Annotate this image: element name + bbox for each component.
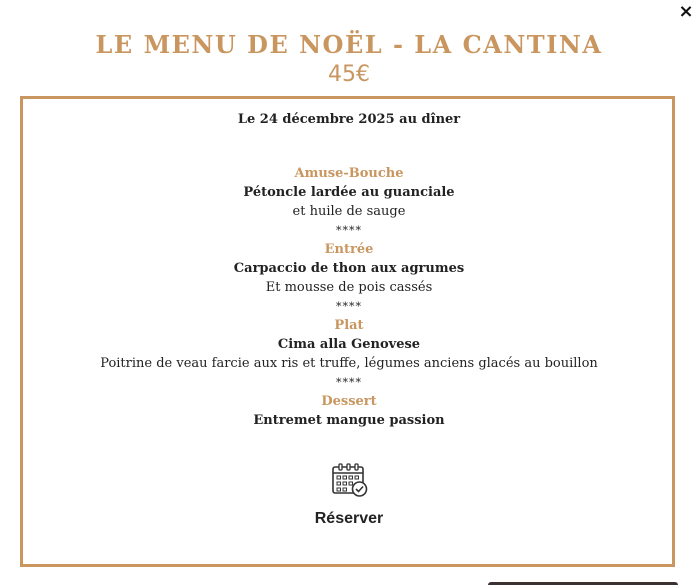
course-separator: ****	[336, 300, 362, 313]
course-separator: ****	[336, 224, 362, 237]
course-dessert	[0, 392, 698, 430]
course-title: Amuse-Bouche	[294, 166, 404, 181]
course-description: et huile de sauge	[292, 204, 406, 219]
menu-price: 45€	[328, 62, 370, 87]
course-title: Plat	[334, 318, 364, 333]
course-dish: Cima alla Genovese	[277, 337, 421, 352]
course-entree	[0, 240, 698, 297]
course-title: Entrée	[324, 242, 374, 257]
course-separator: ****	[336, 376, 362, 389]
course-title: Dessert	[321, 394, 377, 409]
calendar-check-icon[interactable]	[331, 462, 369, 498]
course-description: Et mousse de pois cassés	[265, 280, 433, 295]
close-button[interactable]: ×	[678, 1, 694, 22]
menu-list	[0, 164, 698, 430]
reserve-button[interactable]: Réserver	[314, 510, 384, 527]
menu-date: Le 24 décembre 2025 au dîner	[237, 112, 461, 127]
course-dish: Entremet mangue passion	[253, 413, 445, 428]
course-amuse-bouche	[0, 164, 698, 221]
course-dish: Pétoncle lardée au guanciale	[243, 185, 455, 200]
course-dish: Carpaccio de thon aux agrumes	[233, 261, 465, 276]
course-plat	[0, 316, 698, 373]
modal-title: LE MENU DE NOËL - LA CANTINA	[95, 30, 603, 59]
course-description: Poitrine de veau farcie aux ris et truffe, légumes anciens glacés au bouillon	[100, 356, 598, 371]
